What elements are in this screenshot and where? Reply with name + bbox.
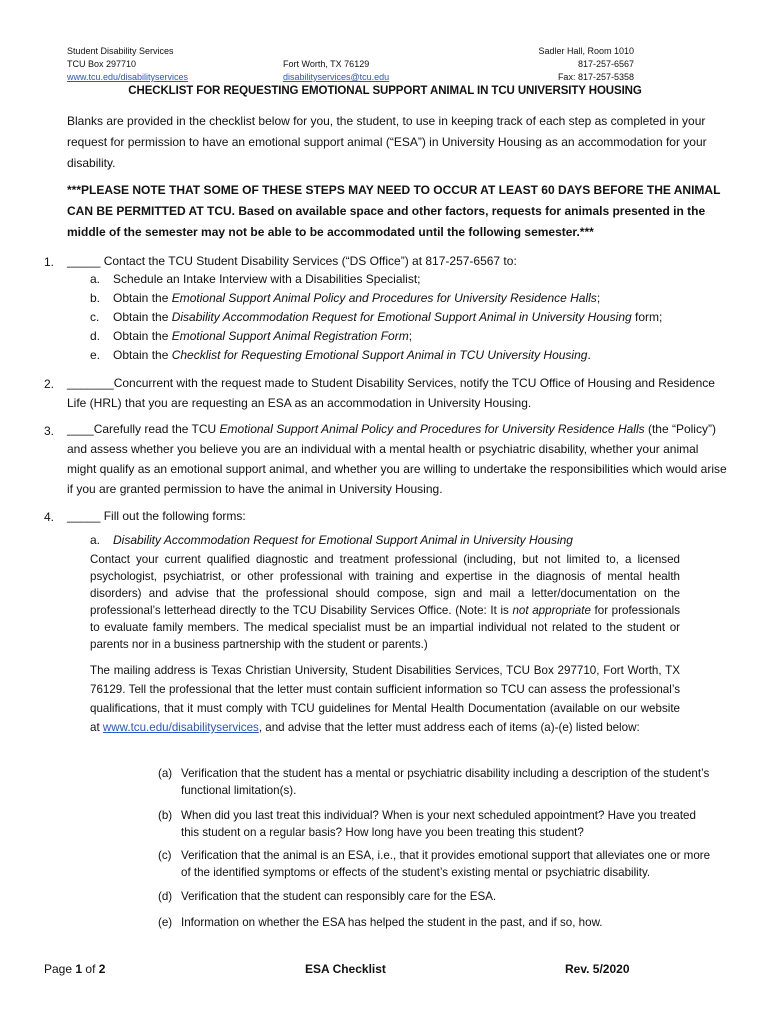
item-3-pre: ____Carefully read the TCU (67, 422, 220, 436)
item-1a-text: Schedule an Intake Interview with a Disabilities Specialist; (113, 272, 421, 286)
criterion-e-text: Information on whether the ESA has helped the student in the past, and if so, how. (181, 916, 603, 929)
office-city: Fort Worth, TX 76129 (283, 59, 370, 69)
footer-title: ESA Checklist (305, 962, 386, 976)
item-4a-instructions (90, 551, 680, 653)
criterion-b-label: (b) (158, 809, 173, 822)
item-1-text: _____ Contact the TCU Student Disability Services (“DS Office”) at 817-257-6567 to: (67, 254, 517, 268)
item-4a-label: a. (90, 533, 101, 547)
document-title: CHECKLIST FOR REQUESTING EMOTIONAL SUPPORT ANIMAL IN TCU UNIVERSITY HOUSING (128, 85, 642, 97)
criterion-a (158, 765, 718, 799)
header-left (67, 45, 188, 84)
criterion-b (158, 807, 718, 841)
item-1c-label: c. (90, 310, 100, 324)
item-2-text: _______Concurrent with the request made to Student Disability Services, notify the TCU Office of Housing and Residence Life (HRL) that you are requesting an ESA as an accommodation in University Housing. (67, 376, 715, 410)
item-1b (90, 289, 600, 308)
item-3-post: (the “Policy”) and assess whether you believe you are an individual with a mental health or psychiatric disability, whether your animal might qualify as an emotional support animal, and whether you are willing to undertake the responsibilities which would arise if you are granted permission to have the animal in University Housing. (67, 422, 727, 496)
item-1b-doc-title: Emotional Support Animal Policy and Procedures for University Residence Halls (171, 291, 597, 305)
item-1c-post: form; (631, 310, 663, 324)
item-1a (90, 270, 421, 289)
item-1e-label: e. (90, 348, 101, 362)
item-1d (90, 327, 412, 346)
item-1b-label: b. (90, 291, 101, 305)
criterion-a-label: (a) (158, 767, 173, 780)
item-1b-pre: Obtain the (113, 291, 172, 305)
revision-date: Rev. 5/2020 (565, 962, 630, 976)
item-4-number: 4. (44, 510, 55, 524)
page-indicator (44, 962, 105, 976)
disability-services-link[interactable]: www.tcu.edu/disabilityservices (102, 721, 259, 734)
item-4a-para2-pre: The mailing address is Texas Christian University, Student Disabilities Services, TCU Box 297710, Fort Worth, TX 76129. Tell the professional that the letter must contain sufficient information so TCU can assess the professional’s qualifications, that it must comply with TCU guidelines for Mental Health Documentation (available on our website at (90, 664, 680, 734)
item-4a-para2-post: , and advise that the letter must address each of items (a)-(e) listed below: (258, 721, 640, 734)
item-3-text (67, 419, 727, 499)
item-1-number: 1. (44, 255, 55, 269)
item-1d-label: d. (90, 329, 101, 343)
item-1b-post: ; (596, 291, 601, 305)
notice-paragraph: ***PLEASE NOTE THAT SOME OF THESE STEPS MAY NEED TO OCCUR AT LEAST 60 DAYS BEFORE THE ANIMAL CAN BE PERMITTED AT TCU. Based on available space and other factors, requests for animals presented in the middle of the semester may not be able to be accommodated until the following semester.*** (67, 183, 721, 239)
criterion-b-text: When did you last treat this individual? When is your next scheduled appointment? Have you treated this student on a regular basis? How long have you been treating this student? (181, 809, 696, 839)
item-1d-post: ; (408, 329, 413, 343)
criterion-d-label: (d) (158, 890, 173, 903)
office-phone: 817-257-6567 (577, 59, 634, 69)
criterion-e-label: (e) (158, 916, 173, 929)
office-fax: Fax: 817-257-5358 (557, 72, 634, 82)
item-4a (90, 531, 573, 550)
page-word: Page (44, 962, 73, 976)
item-3-doc-title: Emotional Support Animal Policy and Procedures for University Residence Halls (219, 422, 645, 436)
criterion-d (158, 888, 718, 905)
item-2-number: 2. (44, 377, 55, 391)
item-1d-pre: Obtain the (113, 329, 172, 343)
item-4-text: _____ Fill out the following forms: (67, 509, 246, 523)
item-4a-doc-title: Disability Accommodation Request for Emotional Support Animal in University Housing (113, 533, 573, 547)
item-4a-para1-pre: Contact your current qualified diagnostic and treatment professional (including, but not limited to, a licensed psychologist, psychiatrist, or other professional with training and expertise in the diagnosis of mental health disorders) and advise that the professional should compose, sign and mail a letter/documentation on the professional’s letterhead directly to the TCU Disability Services Office. (Note: It is (90, 553, 680, 617)
item-1a-label: a. (90, 272, 101, 286)
criterion-c (158, 847, 718, 881)
office-website-link[interactable]: www.tcu.edu/disabilityservices (67, 72, 189, 82)
item-1e-doc-title: Checklist for Requesting Emotional Support Animal in TCU University Housing (171, 348, 588, 362)
item-3-number: 3. (44, 424, 55, 438)
item-4a-para1-post: for professionals to evaluate family members. The medical specialist must be an impartial individual not related to the student or parents nor in a business partnership with the student or parents.) (90, 604, 680, 651)
office-box: TCU Box 297710 (67, 59, 137, 69)
item-4a-para1-emphasis: not appropriate (512, 604, 591, 617)
item-1e (90, 346, 591, 365)
item-1e-post: . (587, 348, 591, 362)
of-word: of (85, 962, 96, 976)
item-1d-doc-title: Emotional Support Animal Registration Form (171, 329, 409, 343)
criterion-a-text: Verification that the student has a mental or psychiatric disability including a description of the student’s functional limitation(s). (181, 767, 710, 797)
criterion-d-text: Verification that the student can responsibly care for the ESA. (181, 890, 497, 903)
criterion-e (158, 914, 718, 931)
office-email-link[interactable]: disabilityservices@tcu.edu (283, 72, 390, 82)
item-1c (90, 308, 662, 327)
item-4a-mailing (90, 661, 680, 737)
page-number: 1 (75, 962, 83, 976)
item-1c-pre: Obtain the (113, 310, 172, 324)
office-location: Sadler Hall, Room 1010 (538, 46, 634, 56)
intro-paragraph: Blanks are provided in the checklist below for you, the student, to use in keeping track of each step as completed in your request for permission to have an emotional support animal (“ESA”) in University Housing as an accommodation for your disability. (67, 114, 707, 170)
header-center (283, 45, 389, 84)
page-total: 2 (98, 962, 106, 976)
criterion-c-text: Verification that the animal is an ESA, i.e., that it provides emotional support that alleviates one or more of the identified symptoms or effects of the student’s existing mental or psychiatric disability. (181, 849, 711, 879)
item-1c-doc-title: Disability Accommodation Request for Emotional Support Animal in University Housing (171, 310, 632, 324)
item-1e-pre: Obtain the (113, 348, 172, 362)
header-right (538, 45, 634, 84)
criterion-c-label: (c) (158, 849, 172, 862)
office-name: Student Disability Services (67, 46, 174, 56)
